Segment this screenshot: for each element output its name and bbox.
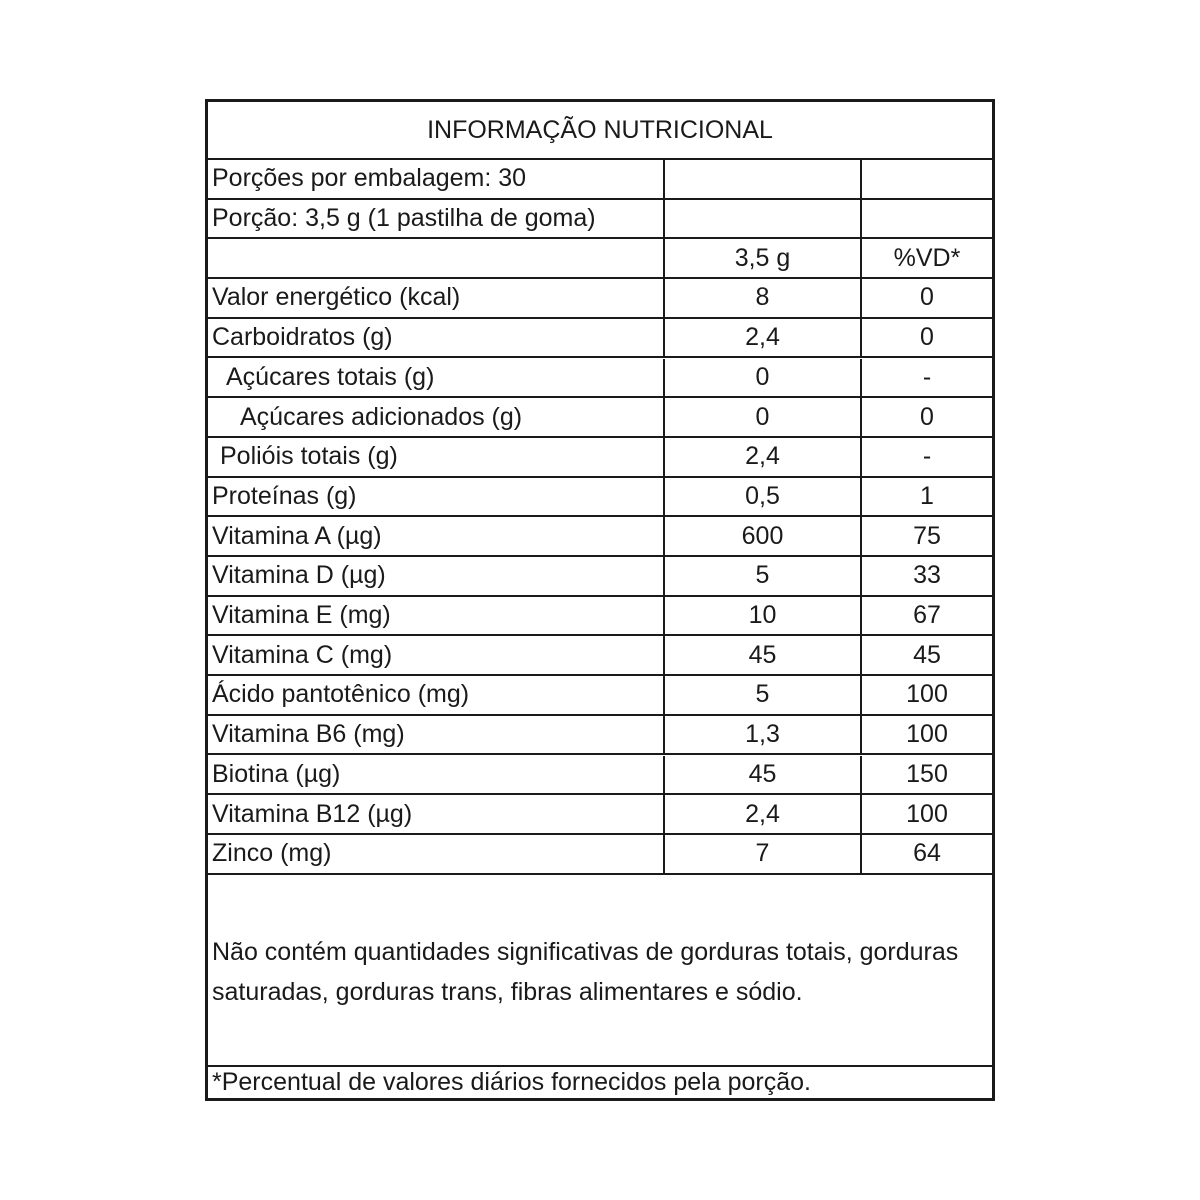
table-row	[208, 319, 992, 359]
nutrient-name: Proteínas (g)	[208, 478, 665, 516]
servings-empty-cell	[862, 160, 992, 198]
table-row	[208, 438, 992, 478]
nutrient-amount: 2,4	[665, 795, 862, 833]
nutrient-dv: 100	[906, 680, 948, 709]
serving-size-row	[208, 200, 992, 240]
nutrient-dv: -	[922, 442, 932, 471]
footnote: *Percentual de valores diários fornecidos pela porção.	[212, 1067, 811, 1096]
table-row	[208, 478, 992, 518]
nutrient-dv: 100	[906, 799, 948, 828]
nutrient-amount: 5	[665, 676, 862, 714]
column-header-row	[208, 239, 992, 279]
table-title-row	[208, 102, 992, 160]
nutrient-name: Açúcares totais (g)	[208, 359, 665, 397]
nutrient-name: Vitamina E (mg)	[208, 597, 665, 635]
servings-row	[208, 160, 992, 200]
table-row	[208, 398, 992, 438]
nutrient-name: Vitamina B12 (µg)	[208, 795, 665, 833]
serving-size-empty-cell	[665, 200, 862, 238]
nutrient-amount: 0	[665, 398, 862, 436]
nutrient-amount: 45	[665, 756, 862, 794]
note-row	[208, 875, 992, 1067]
nutrient-name: Biotina (µg)	[208, 756, 665, 794]
table-row	[208, 597, 992, 637]
nutrition-note: Não contém quantidades significativas de gorduras totais, gorduras saturadas, gorduras trans, fibras alimentares e sódio.	[212, 937, 959, 1006]
nutrient-dv: 45	[913, 640, 941, 669]
table-row	[208, 359, 992, 399]
nutrient-dv: 0	[920, 283, 934, 312]
nutrient-dv: 75	[913, 521, 941, 550]
nutrient-name: Vitamina B6 (mg)	[208, 716, 665, 754]
nutrient-amount: 0	[665, 359, 862, 397]
nutrient-amount: 45	[665, 636, 862, 674]
table-title: INFORMAÇÃO NUTRICIONAL	[427, 115, 773, 144]
nutrient-amount: 7	[665, 835, 862, 873]
table-row	[208, 517, 992, 557]
nutrient-amount: 600	[665, 517, 862, 555]
nutrient-amount: 0,5	[665, 478, 862, 516]
servings-per-package: Porções por embalagem: 30	[208, 160, 665, 198]
column-header-amount: 3,5 g	[665, 239, 862, 277]
table-row	[208, 716, 992, 756]
nutrient-dv: 0	[920, 323, 934, 352]
nutrient-name: Carboidratos (g)	[208, 319, 665, 357]
nutrient-amount: 2,4	[665, 438, 862, 476]
nutrient-amount: 2,4	[665, 319, 862, 357]
table-row	[208, 676, 992, 716]
nutrient-dv: 150	[906, 759, 948, 788]
column-header-nutrient	[208, 239, 665, 277]
footnote-row	[208, 1067, 992, 1098]
nutrient-name: Zinco (mg)	[208, 835, 665, 873]
nutrient-dv: 64	[913, 839, 941, 868]
serving-size: Porção: 3,5 g (1 pastilha de goma)	[208, 200, 665, 238]
table-row	[208, 636, 992, 676]
nutrient-name: Vitamina C (mg)	[208, 636, 665, 674]
nutrient-name: Polióis totais (g)	[208, 438, 665, 476]
nutrition-table	[205, 99, 995, 1101]
table-row	[208, 756, 992, 796]
servings-empty-cell	[665, 160, 862, 198]
table-row	[208, 835, 992, 875]
nutrient-amount: 1,3	[665, 716, 862, 754]
nutrient-amount: 8	[665, 279, 862, 317]
nutrient-name: Vitamina A (µg)	[208, 517, 665, 555]
column-header-dv: %VD*	[893, 243, 961, 272]
table-row	[208, 557, 992, 597]
nutrient-dv: 100	[906, 720, 948, 749]
nutrient-name: Valor energético (kcal)	[208, 279, 665, 317]
table-row	[208, 795, 992, 835]
serving-size-empty-cell	[862, 200, 992, 238]
nutrient-name: Ácido pantotênico (mg)	[208, 676, 665, 714]
nutrient-name: Açúcares adicionados (g)	[208, 398, 665, 436]
nutrient-dv: -	[922, 362, 932, 391]
nutrient-amount: 5	[665, 557, 862, 595]
table-row	[208, 279, 992, 319]
nutrient-dv: 67	[913, 601, 941, 630]
nutrient-name: Vitamina D (µg)	[208, 557, 665, 595]
nutrient-dv: 1	[920, 481, 934, 510]
nutrient-dv: 0	[920, 402, 934, 431]
nutrient-dv: 33	[913, 561, 941, 590]
nutrient-amount: 10	[665, 597, 862, 635]
